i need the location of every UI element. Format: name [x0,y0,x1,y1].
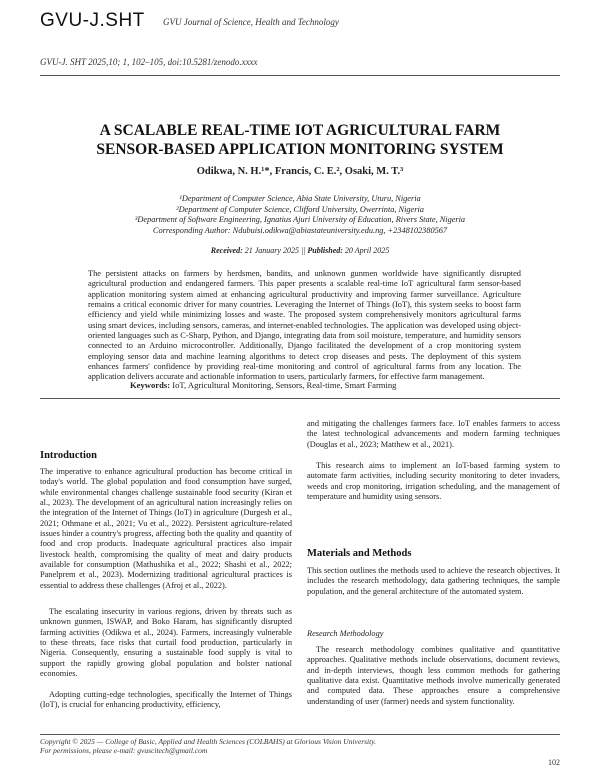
journal-brand: GVU-J.SHT [40,10,145,31]
research-methodology-subheading: Research Methodology [307,629,384,638]
citation-line: GVU-J. SHT 2025,10; 1, 102–105, doi:10.5281/zenodo.xxxx [40,57,258,67]
keywords-text: IoT, Agricultural Monitoring, Sensors, Real-time, Smart Farming [172,380,397,390]
permissions-notice: For permissions, please e-mail: gvuscitech@gmail.com [40,746,208,755]
published-date: 20 April 2025 [344,246,390,255]
affiliation-2: ²Department of Computer Science, Clifford University, Owerrinta, Nigeria [176,204,424,214]
author-list: Odikwa, N. H.¹*, Francis, C. E.², Osaki, M. T.³ [196,166,404,177]
intro-paragraph-2: The escalating insecurity in various regions, driven by threats such as unknown gunmen, ISWAP, and Boko Haram, has significantly disrupted farming activities (Odikwa et al., 2024). Farmers, increasingly vulnerable to these threats, face risks that curtail food production, particularly in Nigeria. Consequently, ensuring a sustainable food supply is vital to support the rapidly growing global population and bolster national economies. [40,607,292,679]
copyright-notice: Copyright © 2025 — College of Basic, Applied and Health Sciences (COLBAHS) at Glorious Vision University. [40,737,377,746]
intro-paragraph-5: This research aims to implement an IoT-based farming system to automate farm activities, including security monitoring to deter invaders, weeds and crop monitoring, irrigation scheduling, and the management of temperature and humidity using sensors. [307,461,560,502]
introduction-heading: Introduction [40,450,97,461]
received-label: Received: [210,246,243,255]
received-date: 21 January 2025 [244,246,299,255]
abstract: The persistent attacks on farmers by herdsmen, bandits, and unknown gunmen worldwide have significantly disrupted agricultural production and endangered farmers. This paper presents a scalable real-time IoT agricultural farm sensor-based application monitoring system aimed at enhancing agricultural productivity and improving farmer surveillance. Agriculture remains a critical economic driver for many countries. Leveraging the Internet of Things (IoT), this system seeks to boost farm efficiency and yield while minimizing losses and waste. The proposed system comprehensively monitors agricultural farms using smart devices, including sensors, cameras, and internet-enabled technologies. The application was developed using object-oriented languages such as C-Sharp, Python, and Django, integrating data from soil moisture, temperature, and humidity sensors connected to an Arduino microcontroller. Additionally, Django facilitated the development of a crop monitoring system employing sensor data and machine learning algorithms to detect crop diseases and pests. The deployment of this system enhances farmers' confidence by providing real-time monitoring and control of agricultural farms from any location. The application delivers accurate and actionable information to users, particularly farmers, for effective farm management. [88,269,521,382]
keywords [130,380,530,390]
methodology-paragraph: The research methodology combines qualitative and quantitative approaches. Qualitative methods include observations, document reviews, and in-depth interviews, though less common methods for gathering qualitative data exist. Quantitative methods involve numerically generated and computed data. These approaches ensure a comprehensive understanding of user (farmer) needs and system functionality. [307,645,560,706]
publication-dates [0,246,600,255]
page-number: 102 [548,758,560,767]
intro-paragraph-4: and mitigating the challenges farmers face. IoT enables farmers to access the latest technological advancements and modern farming techniques (Douglas et al., 2023; Matthew et al., 2021). [307,419,560,449]
published-label: Published: [307,246,343,255]
header-divider [40,75,560,76]
affiliation-1: ¹Department of Computer Science, Abia State University, Uturu, Nigeria [179,194,421,203]
intro-paragraph-3: Adopting cutting-edge technologies, specifically the Internet of Things (IoT), is crucial for enhancing productivity, efficiency, [40,690,292,710]
intro-paragraph-1: The imperative to enhance agricultural production has become critical in today's world. The global population and food consumption have surged, while environmental changes challenge sustainable food security (Kiran et al., 2023). The development of an agricultural nation increasingly relies on the integration of the Internet of Things (IoT) in agriculture (Durgesh et al., 2021; Othmane et al., 2021; Vu et al., 2022). Persistent agriculture-related issues hinder a country's progress, affecting both the quality and quantity of food and crop products. Inadequate agricultural practices also impair livestock health, compromising the quality of meat and dairy products available for consumption (Mathushika et al., 2022; Shashi et al., 2022; Panelprem et al., 2023). Modernizing traditional agricultural practices is essential to address these challenges (Afroj et al., 2022). [40,467,292,590]
paper-title-line-2: SENSOR-BASED APPLICATION MONITORING SYSTEM [96,141,504,158]
methods-paragraph-1: This section outlines the methods used to achieve the research objectives. It includes the research methodology, data gathering techniques, the sample population, and the general architecture of the automated system. [307,566,560,596]
footer-divider [40,734,560,735]
date-separator: || [300,246,306,255]
affiliation-3: ³Department of Software Engineering, Ignatius Ajuri University of Education, Rivers State, Nigeria [134,215,466,224]
corresponding-author: Corresponding Author: Ndubuisi.odikwa@abiastateuniversity.edu.ng, +2348102380567 [152,225,448,235]
keywords-label: Keywords: [130,380,171,390]
abstract-divider [40,398,560,399]
paper-title-line-1: A SCALABLE REAL-TIME IOT AGRICULTURAL FARM [99,122,501,139]
materials-methods-heading: Materials and Methods [307,548,412,559]
journal-name: GVU Journal of Science, Health and Technology [163,17,339,27]
